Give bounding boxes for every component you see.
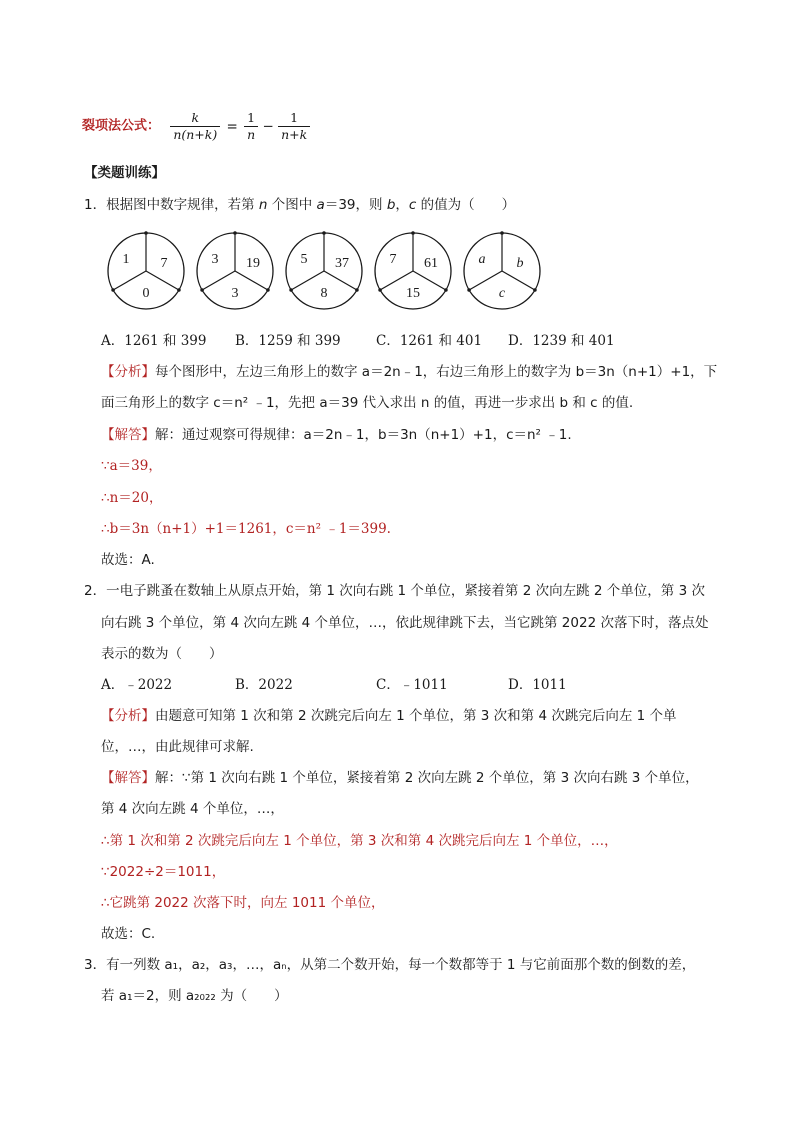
q1-analysis-cont: 面三角形上的数字 c＝n² ﹣1，先把 a＝39 代入求出 n 的值，再进一步求出 b 和 c 的值.: [101, 395, 634, 411]
q1-option-d[interactable]: D．1239 和 401: [508, 333, 615, 349]
circle-point: [500, 231, 504, 235]
circle-point: [378, 288, 382, 292]
circle-divider: [202, 271, 235, 290]
q3-stem-cont: 若 a₁＝2，则 a₂₀₂₂ 为（ ）: [101, 988, 288, 1004]
formula-line: [82, 106, 310, 146]
q2-analysis-cont: 位，…，由此规律可求解.: [101, 739, 254, 755]
circle-point: [144, 231, 148, 235]
formula-minus: −: [262, 118, 274, 135]
circle-right-value: 61: [424, 256, 438, 271]
q1-step-1: ∵a＝39，: [101, 458, 162, 474]
circle-left-value: a: [478, 252, 486, 267]
circle-point: [177, 288, 181, 292]
circle-divider: [469, 271, 502, 290]
circle-point: [289, 288, 293, 292]
circle-bottom-value: 15: [406, 286, 420, 301]
q2-solution-tag: 【解答】: [101, 770, 155, 786]
q1-circle-figure: [375, 231, 451, 309]
circle-divider: [235, 271, 268, 290]
circle-point: [467, 288, 471, 292]
q1-option-c[interactable]: C．1261 和 401: [376, 333, 483, 349]
q1-circle-figures: [100, 230, 560, 312]
q2-option-a[interactable]: A．﹣2022: [101, 677, 173, 693]
q2-solution: 【解答】解：∵第 1 次向右跳 1 个单位，紧接着第 2 次向左跳 2 个单位，第 3 次向右跳 3 个单位，: [101, 770, 699, 786]
section-title: 【类题训练】: [84, 165, 165, 181]
q1-solution-tag: 【解答】: [101, 427, 155, 443]
circle-bottom-value: 3: [231, 286, 239, 301]
q1-analysis-tag: 【分析】: [101, 364, 155, 380]
q1-step-2: ∴n＝20，: [101, 490, 163, 506]
circle-divider: [113, 271, 146, 290]
q2-stem: 2．一电子跳蚤在数轴上从原点开始，第 1 次向右跳 1 个单位，紧接着第 2 次向左跳 2 个单位，第 3 次: [84, 583, 705, 599]
circle-point: [111, 288, 115, 292]
q1-option-b[interactable]: B．1259 和 399: [235, 333, 341, 349]
q1-number: 1．: [84, 197, 107, 213]
q2-option-d[interactable]: D．1011: [508, 677, 567, 693]
q2-option-b[interactable]: B．2022: [235, 677, 293, 693]
q1-circle-figure: [286, 231, 362, 309]
q1-solution: 【解答】解：通过观察可得规律：a＝2n﹣1，b＝3n（n+1）+1，c＝n² ﹣1.: [101, 427, 572, 443]
circle-right-value: 37: [335, 256, 349, 271]
formula-lhs-fraction: $\frac{k}{n(n+k)}$: [170, 110, 220, 143]
circle-point: [200, 288, 204, 292]
circle-point: [322, 231, 326, 235]
circle-point: [533, 288, 537, 292]
q1-circle-figure: [197, 231, 273, 309]
q1-stem: 1．根据图中数字规律，若第 n 个图中 a＝39，则 b，c 的值为（ ）: [84, 197, 516, 213]
q1-answer: 故选：A.: [101, 552, 155, 568]
q1-analysis: 【分析】每个图形中，左边三角形上的数字 a＝2n﹣1，右边三角形上的数字为 b＝3n（n+1）+1，下: [101, 364, 718, 380]
circle-left-value: 1: [122, 252, 130, 267]
q2-step-2: ∵2022÷2＝1011，: [101, 864, 226, 880]
circle-divider: [146, 271, 179, 290]
circle-left-value: 7: [389, 252, 397, 267]
q2-stem-cont-1: 向右跳 3 个单位，第 4 次向左跳 4 个单位，…，依此规律跳下去，当它跳第 2022 次落下时，落点处: [101, 615, 709, 631]
circle-right-value: 19: [246, 256, 260, 271]
q2-analysis-tag: 【分析】: [101, 708, 155, 724]
q3-stem: 3．有一列数 a₁，a₂，a₃，…，aₙ，从第二个数开始，每一个数都等于 1 与它前面那个数的倒数的差，: [84, 957, 696, 973]
formula-label: 裂项法公式：: [82, 118, 161, 134]
q2-stem-cont-2: 表示的数为（ ）: [101, 646, 223, 662]
circle-left-value: 3: [211, 252, 219, 267]
circle-point: [444, 288, 448, 292]
circle-bottom-value: 8: [320, 286, 328, 301]
q2-option-c[interactable]: C．﹣1011: [376, 677, 448, 693]
circle-point: [411, 231, 415, 235]
circle-right-value: b: [516, 256, 524, 271]
formula-r1-fraction: $\frac{1}{n}$: [244, 110, 258, 143]
circle-point: [355, 288, 359, 292]
circle-left-value: 5: [300, 252, 308, 267]
circle-point: [266, 288, 270, 292]
circle-bottom-value: 0: [142, 286, 150, 301]
circle-point: [233, 231, 237, 235]
circle-divider: [291, 271, 324, 290]
q1-circle-figure: [108, 231, 184, 309]
circle-bottom-value: c: [498, 286, 506, 301]
q2-step-3: ∴它跳第 2022 次落下时，向左 1011 个单位，: [101, 895, 385, 911]
q2-answer: 故选：C.: [101, 926, 156, 942]
circle-right-value: 7: [160, 256, 168, 271]
formula-r2-fraction: $\frac{1}{n+k}$: [278, 110, 310, 143]
formula-equals: =: [226, 118, 238, 135]
q2-step-1: ∴第 1 次和第 2 次跳完后向左 1 个单位，第 3 次和第 4 次跳完后向左 1 个单位，…，: [101, 833, 618, 849]
q1-circle-figure: [464, 231, 540, 309]
q2-solution-cont: 第 4 次向左跳 4 个单位，…，: [101, 801, 284, 817]
q1-step-3: ∴b＝3n（n+1）+1＝1261，c＝n² ﹣1＝399.: [101, 521, 391, 537]
q3-number: 3．: [84, 957, 107, 973]
q2-number: 2．: [84, 583, 107, 599]
circle-divider: [324, 271, 357, 290]
circle-divider: [502, 271, 535, 290]
q2-analysis: 【分析】由题意可知第 1 次和第 2 次跳完后向左 1 个单位，第 3 次和第 4 次跳完后向左 1 个单: [101, 708, 677, 724]
q1-option-a[interactable]: A．1261 和 399: [101, 333, 207, 349]
